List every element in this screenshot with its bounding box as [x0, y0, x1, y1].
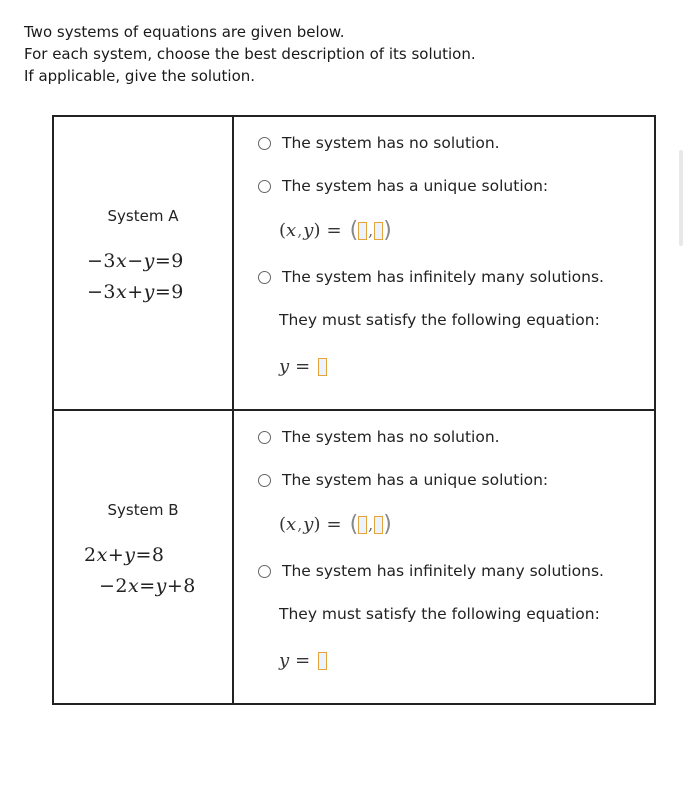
system-a-option-no-solution[interactable] — [258, 134, 500, 152]
paren-close: ) — [313, 220, 321, 241]
x-answer-box[interactable] — [358, 516, 367, 534]
var-y: y — [303, 514, 314, 535]
option-label: The system has no solution. — [282, 428, 500, 446]
y-answer-box[interactable] — [374, 222, 383, 240]
paren-close: ) — [383, 512, 392, 537]
equation-answer-box[interactable] — [318, 358, 327, 376]
option-label: The system has no solution. — [282, 134, 500, 152]
systems-table — [52, 115, 656, 705]
comma: , — [297, 515, 303, 534]
system-a-options — [233, 116, 655, 410]
paren-open: ( — [279, 514, 287, 535]
system-b-cell — [53, 410, 233, 704]
eq-operator: = — [139, 575, 156, 597]
radio-unique-solution[interactable] — [258, 180, 271, 193]
instruction-line-2: For each system, choose the best description of its solution. — [24, 45, 476, 63]
radio-infinite-solutions[interactable] — [258, 271, 271, 284]
system-b-option-infinite[interactable] — [258, 562, 604, 580]
system-a-equation-1 — [87, 250, 184, 272]
paren-open: ( — [349, 218, 359, 243]
eq-variable-y: y — [143, 250, 155, 272]
equals-sign: = — [295, 356, 311, 377]
var-y: y — [279, 650, 290, 671]
system-a-option-unique[interactable] — [258, 177, 548, 195]
var-y: y — [303, 220, 314, 241]
system-a-row — [53, 116, 655, 410]
comma: , — [297, 221, 303, 240]
system-a-cell — [53, 116, 233, 410]
eq-rhs: =9 — [154, 281, 184, 303]
paren-open: ( — [349, 512, 359, 537]
var-x: x — [286, 514, 297, 535]
system-b-equation-2 — [99, 575, 196, 597]
system-b-equation-1 — [84, 544, 164, 566]
eq-variable-y: y — [155, 575, 167, 597]
equals-sign: = — [295, 650, 311, 671]
system-b-infinite-answer — [279, 650, 327, 671]
paren-close: ) — [383, 218, 392, 243]
scrollbar-edge[interactable] — [679, 150, 683, 246]
var-y: y — [279, 356, 290, 377]
system-a-infinite-answer — [279, 356, 327, 377]
eq-variable-x: x — [128, 575, 140, 597]
eq-rhs: +8 — [166, 575, 196, 597]
radio-unique-solution[interactable] — [258, 474, 271, 487]
eq-rhs: =9 — [154, 250, 184, 272]
eq-rhs: =8 — [135, 544, 165, 566]
option-label: The system has infinitely many solutions. — [282, 268, 604, 286]
instruction-line-1: Two systems of equations are given below. — [24, 23, 345, 41]
instruction-line-3: If applicable, give the solution. — [24, 67, 256, 85]
option-label: The system has infinitely many solutions. — [282, 562, 604, 580]
comma: , — [368, 515, 374, 534]
system-b-unique-answer — [279, 512, 392, 537]
system-b-option-no-solution[interactable] — [258, 428, 500, 446]
comma: , — [368, 221, 374, 240]
paren-open: ( — [279, 220, 287, 241]
eq-variable-y: y — [143, 281, 155, 303]
eq-variable-y: y — [124, 544, 136, 566]
system-a-option-infinite[interactable] — [258, 268, 604, 286]
y-answer-box[interactable] — [374, 516, 383, 534]
eq-operator: + — [107, 544, 125, 566]
eq-operator: + — [127, 281, 144, 303]
radio-no-solution[interactable] — [258, 137, 271, 150]
eq-variable-x: x — [96, 544, 108, 566]
system-b-satisfy-text: They must satisfy the following equation: — [279, 605, 600, 623]
eq-coefficient: 2 — [84, 544, 97, 566]
paren-close: ) — [313, 514, 321, 535]
eq-coefficient: −2 — [99, 575, 129, 597]
eq-coefficient: −3 — [87, 281, 117, 303]
x-answer-box[interactable] — [358, 222, 367, 240]
var-x: x — [286, 220, 297, 241]
instructions — [24, 21, 476, 87]
option-label: The system has a unique solution: — [282, 471, 549, 489]
eq-variable-x: x — [116, 250, 128, 272]
eq-variable-x: x — [116, 281, 128, 303]
equation-answer-box[interactable] — [318, 652, 327, 670]
eq-operator: − — [127, 250, 144, 272]
system-b-title: System B — [107, 501, 179, 519]
equals-sign: = — [326, 514, 342, 535]
eq-coefficient: −3 — [87, 250, 117, 272]
system-a-satisfy-text: They must satisfy the following equation: — [279, 311, 600, 329]
radio-infinite-solutions[interactable] — [258, 565, 271, 578]
system-a-equation-2 — [87, 281, 184, 303]
radio-no-solution[interactable] — [258, 431, 271, 444]
system-a-title: System A — [107, 207, 179, 225]
equals-sign: = — [326, 220, 342, 241]
system-b-row — [53, 410, 655, 704]
system-b-option-unique[interactable] — [258, 471, 548, 489]
system-a-unique-answer — [279, 218, 392, 243]
system-b-options — [233, 410, 655, 704]
option-label: The system has a unique solution: — [282, 177, 549, 195]
